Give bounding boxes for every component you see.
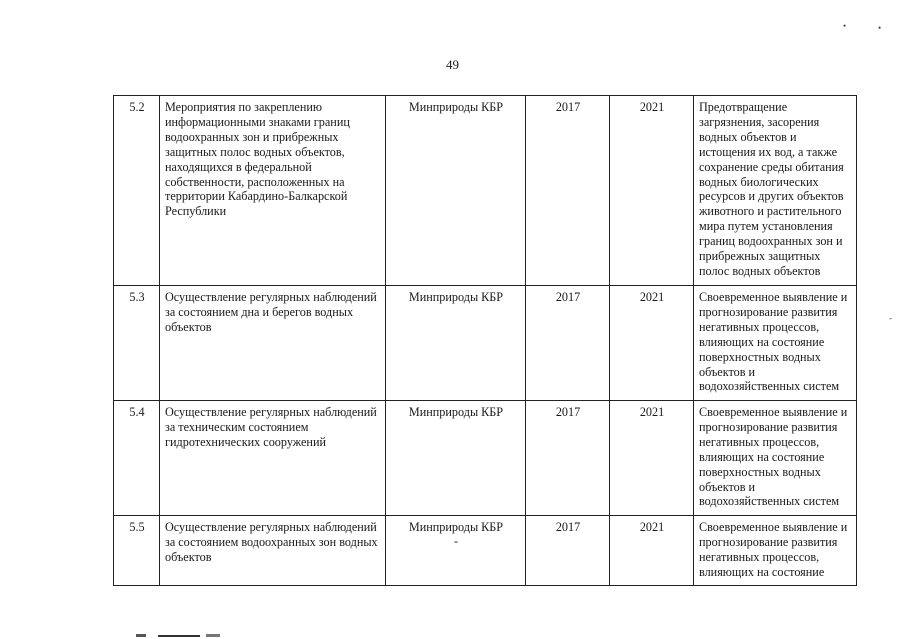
- activity-cell: Осуществление регулярных наблюдений за техническим состоянием гидротехнических сооружений: [160, 401, 386, 516]
- executor-cell: Минприроды КБР: [386, 286, 526, 401]
- measures-table: [113, 95, 857, 586]
- start-year-cell: 2017: [526, 96, 610, 286]
- result-cell: Своевременное выявление и прогнозирование развития негативных процессов, влияющих на состояние поверхностных водных объектов и водохозяйственных систем: [694, 401, 857, 516]
- start-year-cell: 2017: [526, 401, 610, 516]
- end-year-cell: 2021: [610, 516, 694, 586]
- row-number: 5.5: [114, 516, 160, 586]
- scan-artifact-mark: [206, 634, 220, 637]
- row-number: 5.3: [114, 286, 160, 401]
- scan-speck: -: [889, 313, 892, 323]
- executor-label: Минприроды КБР: [408, 520, 504, 534]
- executor-cell: Минприроды КБР: [386, 96, 526, 286]
- end-year-cell: 2021: [610, 401, 694, 516]
- start-year-cell: 2017: [526, 516, 610, 586]
- executor-cell: [386, 516, 526, 586]
- scan-artifact-mark: [158, 635, 200, 637]
- executor-mark: -: [453, 533, 459, 548]
- table-row: [114, 96, 857, 286]
- end-year-cell: 2021: [610, 96, 694, 286]
- table-row: [114, 516, 857, 586]
- scan-speck: •: [843, 21, 847, 31]
- scan-artifact-mark: [136, 634, 146, 637]
- start-year-cell: 2017: [526, 286, 610, 401]
- row-number: 5.2: [114, 96, 160, 286]
- activity-cell: Осуществление регулярных наблюдений за состоянием дна и берегов водных объектов: [160, 286, 386, 401]
- activity-cell: Мероприятия по закреплению информационными знаками границ водоохранных зон и прибрежных защитных полос водных объектов, находящихся в федеральной собственности, расположенных на территории Кабардино-Балкарской Республики: [160, 96, 386, 286]
- activity-cell: Осуществление регулярных наблюдений за состоянием водоохранных зон водных объектов: [160, 516, 386, 586]
- row-number: 5.4: [114, 401, 160, 516]
- table-row: [114, 401, 857, 516]
- page-number: 49: [446, 57, 459, 72]
- result-cell: Своевременное выявление и прогнозирование развития негативных процессов, влияющих на состояние поверхностных водных объектов и водохозяйственных систем: [694, 286, 857, 401]
- table-row: [114, 286, 857, 401]
- scan-speck: •: [878, 23, 882, 33]
- scan-artifact: [118, 633, 228, 639]
- result-cell: Предотвращение загрязнения, засорения водных объектов и истощения их вод, а также сохранение среды обитания водных биологических ресурсов и других объектов животного и растительного мира путем установления границ водоохранных зон и прибрежных защитных полос водных объектов: [694, 96, 857, 286]
- executor-cell: Минприроды КБР: [386, 401, 526, 516]
- end-year-cell: 2021: [610, 286, 694, 401]
- result-cell: Своевременное выявление и прогнозирование развития негативных процессов, влияющих на состояние: [694, 516, 857, 586]
